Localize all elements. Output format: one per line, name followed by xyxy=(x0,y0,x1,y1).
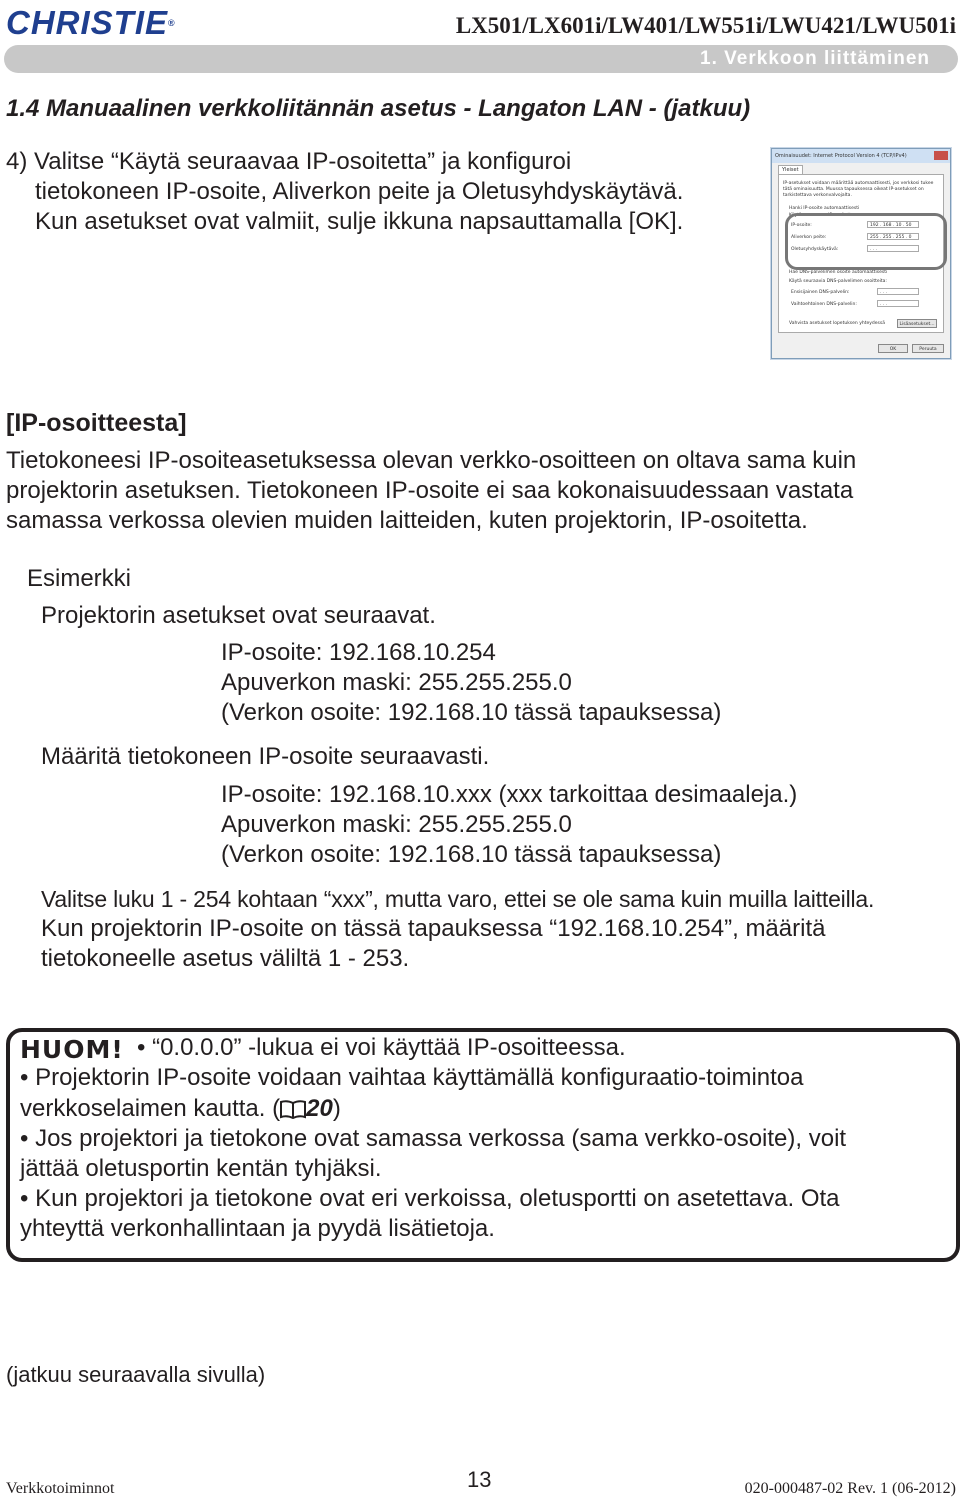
brand-text: CHRISTIE xyxy=(6,4,169,41)
use-ip-radio: Käytä seuraavaa IP-osoitetta: xyxy=(789,213,856,218)
note-line-7: yhteyttä verkonhallintaan ja pyydä lisätietoja. xyxy=(20,1215,495,1242)
registered-mark: ® xyxy=(168,18,176,28)
note-line-5: jättää oletusportin kentän tyhjäksi. xyxy=(20,1155,382,1182)
ip-para-line-1: Tietokoneesi IP-osoiteasetuksessa olevan verkko-osoitteen on oltava sama kuin xyxy=(6,447,857,474)
continued-note: (jatkuu seuraavalla sivulla) xyxy=(6,1362,266,1387)
note-line-2: • Projektorin IP-osoite voidaan vaihtaa käyttämällä konfiguraatio-toimintoa xyxy=(20,1064,804,1091)
page-number: 13 xyxy=(467,1467,492,1492)
dialog-intro-3: tarkistettava verkonvalvojalta. xyxy=(783,193,852,198)
cancel-button: Peruuta xyxy=(912,344,944,353)
dialog-title: Ominaisuudet: Internet Protocol Version 4 (TCP/IPv4) xyxy=(775,153,907,159)
step4-line-2: tietokoneen IP-osoite, Aliverkon peite ja Oletusyhdyskäytävä. xyxy=(35,178,684,205)
computer-intro: Määritä tietokoneen IP-osoite seuraavasti. xyxy=(41,743,490,770)
mask-field: 255 . 255 . 255 . 0 xyxy=(867,233,919,240)
computer-ip: IP-osoite: 192.168.10.xxx (xxx tarkoittaa desimaaleja.) xyxy=(221,781,798,808)
example-label: Esimerkki xyxy=(27,565,132,592)
gateway-field: . . . xyxy=(867,245,919,252)
section-title: 1.4 Manuaalinen verkkoliitännän asetus - Langaton LAN - (jatkuu) xyxy=(6,95,751,122)
dialog-intro-2: tätä ominaisuutta. Muussa tapauksessa oikeat IP-asetukset on xyxy=(783,187,924,192)
dialog-titlebar xyxy=(772,149,950,163)
dns2-field: . . . xyxy=(877,300,919,307)
note-line-3-close: ) xyxy=(332,1095,341,1122)
footer-docnum: 020-000487-02 Rev. 1 (06-2012) xyxy=(744,1480,956,1497)
projector-intro: Projektorin asetukset ovat seuraavat. xyxy=(41,602,436,629)
gateway-label: Oletusyhdyskäytävä: xyxy=(791,247,839,252)
computer-mask: Apuverkon maski: 255.255.255.0 xyxy=(221,811,572,838)
note-line-3-text: verkkoselaimen kautta. ( xyxy=(20,1095,281,1122)
note-line-4: • Jos projektori ja tietokone ovat samassa verkossa (sama verkko-osoite), voit xyxy=(20,1125,847,1152)
step4-line-1: 4) Valitse “Käytä seuraavaa IP-osoitetta” ja konfiguroi xyxy=(6,148,572,175)
note-label: HUOM! xyxy=(20,1035,124,1064)
note-line-1: • “0.0.0.0” -lukua ei voi käyttää IP-osoitteessa. xyxy=(137,1034,626,1061)
tcpip-dialog-screenshot xyxy=(771,148,951,359)
dialog-tab-general: Yleiset xyxy=(778,165,803,174)
dns2-label: Vaihtoehtoinen DNS-palvelin: xyxy=(791,302,857,307)
ip-para-line-3: samassa verkossa olevien muiden laitteiden, kuten projektorin, IP-osoitetta. xyxy=(6,507,808,534)
closing-line-1: Valitse luku 1 - 254 kohtaan “xxx”, mutta varo, ettei se ole sama kuin muilla laitteilla. xyxy=(41,886,875,912)
closing-line-2: Kun projektorin IP-osoite on tässä tapauksessa “192.168.10.254”, määritä xyxy=(41,915,826,942)
validate-checkbox: Vahvista asetukset lopetuksen yhteydessä xyxy=(789,321,885,326)
closing-line-3: tietokoneelle asetus väliltä 1 - 253. xyxy=(41,945,410,972)
ip-para-line-2: projektorin asetuksen. Tietokoneen IP-osoite ei saa kokonaisuudessaan vastata xyxy=(6,477,854,504)
projector-network: (Verkon osoite: 192.168.10 tässä tapauksessa) xyxy=(221,699,722,726)
note-line-3 xyxy=(20,1094,341,1124)
auto-dns-radio: Hae DNS-palvelimen osoite automaattisesti xyxy=(789,270,888,275)
step4-line-3: Kun asetukset ovat valmiit, sulje ikkuna napsauttamalla [OK]. xyxy=(35,208,684,235)
advanced-button: Lisäasetukset... xyxy=(897,319,937,328)
close-icon xyxy=(934,151,948,160)
chapter-title: 1. Verkkoon liittäminen xyxy=(700,48,930,69)
highlight-circle xyxy=(785,213,947,270)
ip-heading: [IP-osoitteesta] xyxy=(6,409,187,437)
ip-label: IP-osoite: xyxy=(791,223,812,228)
dns1-field: . . . xyxy=(877,288,919,295)
model-list: LX501/LX601i/LW401/LW551i/LWU421/LWU501i xyxy=(455,13,956,38)
christie-logo xyxy=(6,4,176,42)
computer-network: (Verkon osoite: 192.168.10 tässä tapauksessa) xyxy=(221,841,722,868)
ok-button: OK xyxy=(878,344,908,353)
mask-label: Aliverkon peite: xyxy=(791,235,827,240)
note-line-6: • Kun projektori ja tietokone ovat eri verkoissa, oletusportti on asetettava. Ota xyxy=(20,1185,840,1212)
projector-mask: Apuverkon maski: 255.255.255.0 xyxy=(221,669,572,696)
ip-field: 192 . 168 . 10 . 50 xyxy=(867,221,919,228)
auto-ip-radio: Hanki IP-osoite automaattisesti xyxy=(789,206,860,211)
use-dns-radio: Käytä seuraavia DNS-palvelimen osoitteita: xyxy=(789,279,887,284)
footer-section: Verkkotoiminnot xyxy=(6,1480,115,1497)
dialog-intro-1: IP-asetukset voidaan määrittää automaattisesti, jos verkkosi tukee xyxy=(783,181,934,186)
projector-ip: IP-osoite: 192.168.10.254 xyxy=(221,639,496,666)
dns1-label: Ensisijainen DNS-palvelin: xyxy=(791,290,850,295)
page-ref-20[interactable]: 20 xyxy=(306,1095,333,1122)
book-icon xyxy=(280,1097,306,1117)
